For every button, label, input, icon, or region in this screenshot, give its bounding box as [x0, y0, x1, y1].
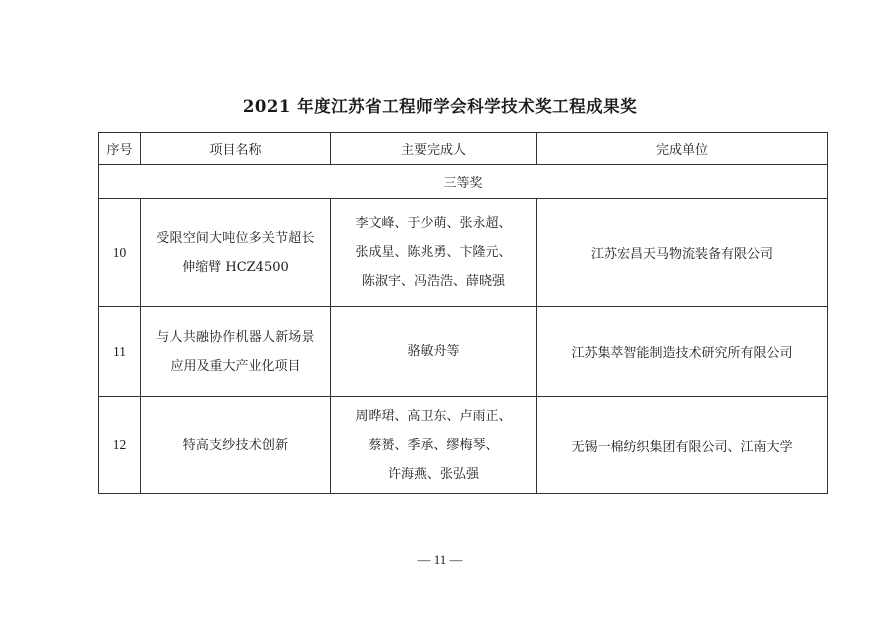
- table-row: [99, 307, 828, 397]
- completing-unit-cell: 江苏集萃智能制造技术研究所有限公司: [537, 307, 828, 397]
- page-number: — 11 —: [417, 552, 463, 567]
- table-header-row: [99, 133, 828, 165]
- project-name-cell: [141, 199, 331, 307]
- project-name-cell: [141, 397, 331, 494]
- award-level-row: [99, 165, 828, 199]
- row-number: 12: [99, 397, 141, 494]
- project-name-line: 与人共融协作机器人新场景: [156, 329, 315, 345]
- completing-unit-cell: 无锡一棉纺织集团有限公司、江南大学: [537, 397, 828, 494]
- table-row: [99, 397, 828, 494]
- document-title: 2021 年度江苏省工程师学会科学技术奖工程成果奖: [242, 97, 638, 116]
- contributors-line: 张成星、陈兆勇、卞隆元、: [355, 245, 512, 260]
- contributors-line: 陈淑宇、冯浩浩、薛晓强: [361, 274, 505, 289]
- contributors-line: 骆敏舟等: [407, 344, 460, 359]
- contributors-cell: [331, 397, 537, 494]
- header-serial-number: 序号: [99, 133, 141, 165]
- contributors-line: 许海燕、张弘强: [387, 466, 479, 482]
- contributors-line: 李文峰、于少萌、张永超、: [355, 216, 512, 231]
- project-name-line: 受限空间大吨位多关节超长: [156, 230, 315, 246]
- award-level-label: 三等奖: [99, 165, 828, 199]
- contributors-cell: [331, 199, 537, 307]
- project-name-cell: [141, 307, 331, 397]
- header-main-contributors: 主要完成人: [331, 133, 537, 165]
- completing-unit-cell: 江苏宏昌天马物流装备有限公司: [537, 199, 828, 307]
- row-number: 10: [99, 199, 141, 307]
- header-project-name: 项目名称: [141, 133, 331, 165]
- row-number: 11: [99, 307, 141, 397]
- table-row: [99, 199, 828, 307]
- project-name-line: 应用及重大产业化项目: [170, 358, 301, 374]
- contributors-line: 周晔珺、高卫东、卢雨正、: [355, 408, 512, 424]
- contributors-cell: [331, 307, 537, 397]
- project-name-line: 伸缩臂 HCZ4500: [182, 259, 289, 275]
- project-name-line: 特高支纱技术创新: [182, 437, 289, 453]
- award-table: [98, 132, 828, 494]
- header-completing-unit: 完成单位: [537, 133, 828, 165]
- contributors-line: 蔡赟、季承、缪梅琴、: [368, 437, 499, 453]
